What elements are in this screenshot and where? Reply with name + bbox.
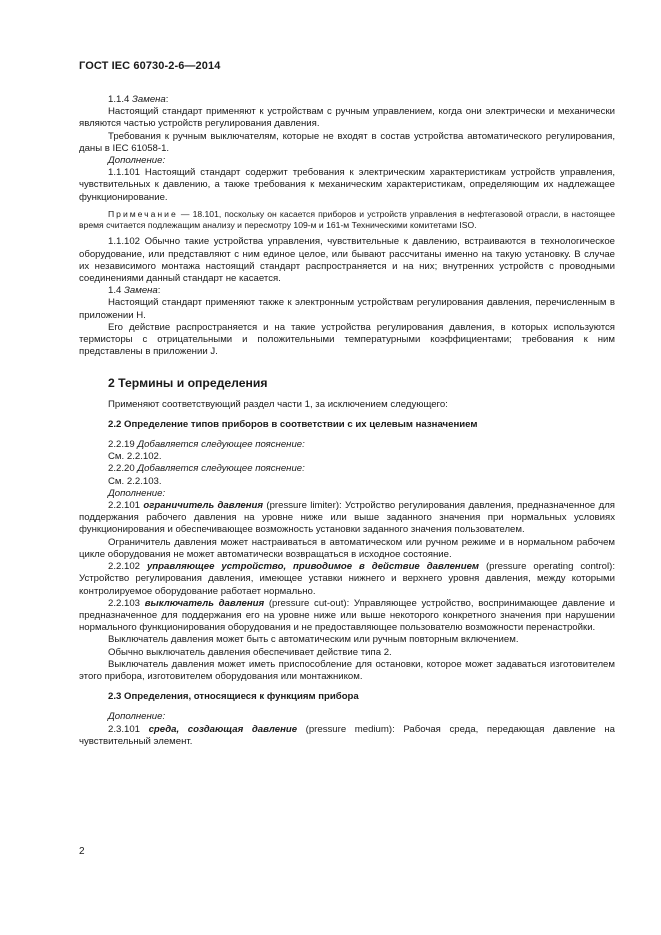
cross-reference: См. 2.2.102.	[108, 451, 162, 463]
subsection-2-2-title: 2.2 Определение типов приборов в соответствии с их целевым назначением	[108, 418, 478, 430]
page-number: 2	[79, 846, 85, 857]
document-body	[79, 94, 615, 748]
note-text: — 18.101, поскольку он касается приборов и устройств управления в нефтегазовой отрасли, в настоящее время считается подлежащим анализу и пересмотру 109-м и 161-м Техническими комитетами ISO.	[79, 208, 615, 231]
paragraph: Его действие распространяется и на такие устройства регулирования давления, в которых используются термисторы с отрицательными и положительными температурными коэффициентами; требования к ним представлены в приложении J.	[79, 321, 615, 358]
definition-2-3-101	[79, 724, 615, 748]
clause-number: 2.2.102	[108, 561, 147, 573]
definition-text: (pressure limiter): Устройство регулирования давления, предназначенное для поддержания рабочего давления на уровне ниже или выше заданного значения при нормальных условиях функционирования и обеспечивающее возможность установки заданного значения пользователем.	[79, 500, 615, 536]
clause-1-4-heading	[79, 285, 615, 297]
clause-label: Добавляется следующее пояснение:	[137, 463, 305, 475]
defined-term: среда, создающая давление	[148, 723, 298, 735]
clause-label: Замена	[132, 94, 166, 105]
defined-term: управляющее устройство, приводимое в действие давлением	[146, 561, 480, 573]
defined-term: выключатель давления	[144, 597, 265, 609]
paragraph: Настоящий стандарт применяют к устройствам с ручным управлением, когда они электрически и механически являются частью устройств регулирования давления.	[79, 106, 615, 130]
paragraph: Требования к ручным выключателям, которые не входят в состав устройства автоматического регулирования, даны в IEC 61058-1.	[79, 130, 615, 154]
document-header: ГОСТ IEC 60730-2-6—2014	[79, 60, 221, 72]
definition-2-2-101	[79, 500, 615, 537]
clause-colon: :	[157, 285, 161, 297]
section-2-intro: Применяют соответствующий раздел части 1, за исключением следующего:	[108, 398, 448, 410]
clause-colon: :	[165, 94, 169, 105]
definition-2-2-103	[79, 598, 615, 635]
paragraph: Ограничитель давления может настраиваться в автоматическом или ручном режиме и в нормальном рабочем цикле оборудования не может автоматически возвращаться в исходное состояние.	[79, 536, 615, 560]
paragraph: Обычно выключатель давления обеспечивает действие типа 2.	[108, 646, 392, 658]
paragraph: Настоящий стандарт применяют также к электронным устройствам регулирования давления, перечисленным в приложении H.	[79, 297, 615, 321]
clause-number: 2.2.101	[108, 500, 144, 512]
addition-label: Дополнение:	[108, 711, 166, 723]
definition-text: (pressure operating control): Устройство регулирования давления, имеющее уставки нижнего и верхнего уровня давления, между которыми контролируемое оборудование работает нормально.	[79, 561, 615, 597]
paragraph: Выключатель давления может быть с автоматическим или ручным повторным включением.	[108, 634, 519, 646]
definition-text: (pressure cut-out): Управляющее устройство, воспринимающее давление и предназначенное для поддержания его на уровне ниже или выше некоторого конкретного значения при нарушении нормального функционирования оборудования и не предоставляющее пользователю возможности перенастройки.	[79, 597, 615, 634]
addition-label: Дополнение:	[108, 155, 166, 167]
clause-number: 1.4	[108, 285, 125, 297]
clause-2-2-20	[79, 463, 615, 475]
clause-number: 2.2.103	[108, 597, 145, 609]
clause-number: 2.2.20	[108, 463, 138, 475]
clause-number: 1.1.4	[108, 94, 133, 105]
clause-1-1-102: 1.1.102 Обычно такие устройства управления, чувствительные к давлению, встраиваются в технологическое оборудование, или представляют с ним единое целое, или бывают рассчитаны именно на такую установку. В случае их независимого монтажа настоящий стандарт распространяется и на них; внутренних устройств с проводными соединениями данный стандарт не касается.	[79, 236, 615, 285]
subsection-2-3-title: 2.3 Определения, относящиеся к функциям прибора	[108, 691, 359, 703]
clause-number: 2.3.101	[108, 723, 149, 735]
addition-label: Дополнение:	[108, 487, 166, 499]
clause-1-1-101: 1.1.101 Настоящий стандарт содержит требования к электрическим характеристикам устройств управления, чувствительных к давлению, а также требования к механическим характеристикам, определяющим их надлежащее функционирование.	[79, 167, 615, 203]
definition-text: (pressure medium): Рабочая среда, передающая давление на чувствительный элемент.	[79, 723, 615, 747]
clause-label: Добавляется следующее пояснение:	[137, 439, 305, 451]
note-label: Примечание	[108, 208, 178, 219]
clause-1-1-4-heading	[79, 94, 615, 106]
cross-reference: См. 2.2.103.	[108, 475, 162, 487]
clause-number: 2.2.19	[108, 439, 138, 451]
clause-label: Замена	[124, 285, 158, 297]
paragraph: Выключатель давления может иметь приспособление для остановки, которое может задаваться изготовителем этого прибора, изготовителем оборудования или монтажником.	[79, 658, 615, 682]
clause-2-2-19	[79, 439, 615, 451]
section-2-title: 2 Термины и определения	[108, 376, 268, 391]
defined-term: ограничитель давления	[143, 500, 264, 512]
note	[79, 209, 615, 232]
definition-2-2-102	[79, 561, 615, 598]
